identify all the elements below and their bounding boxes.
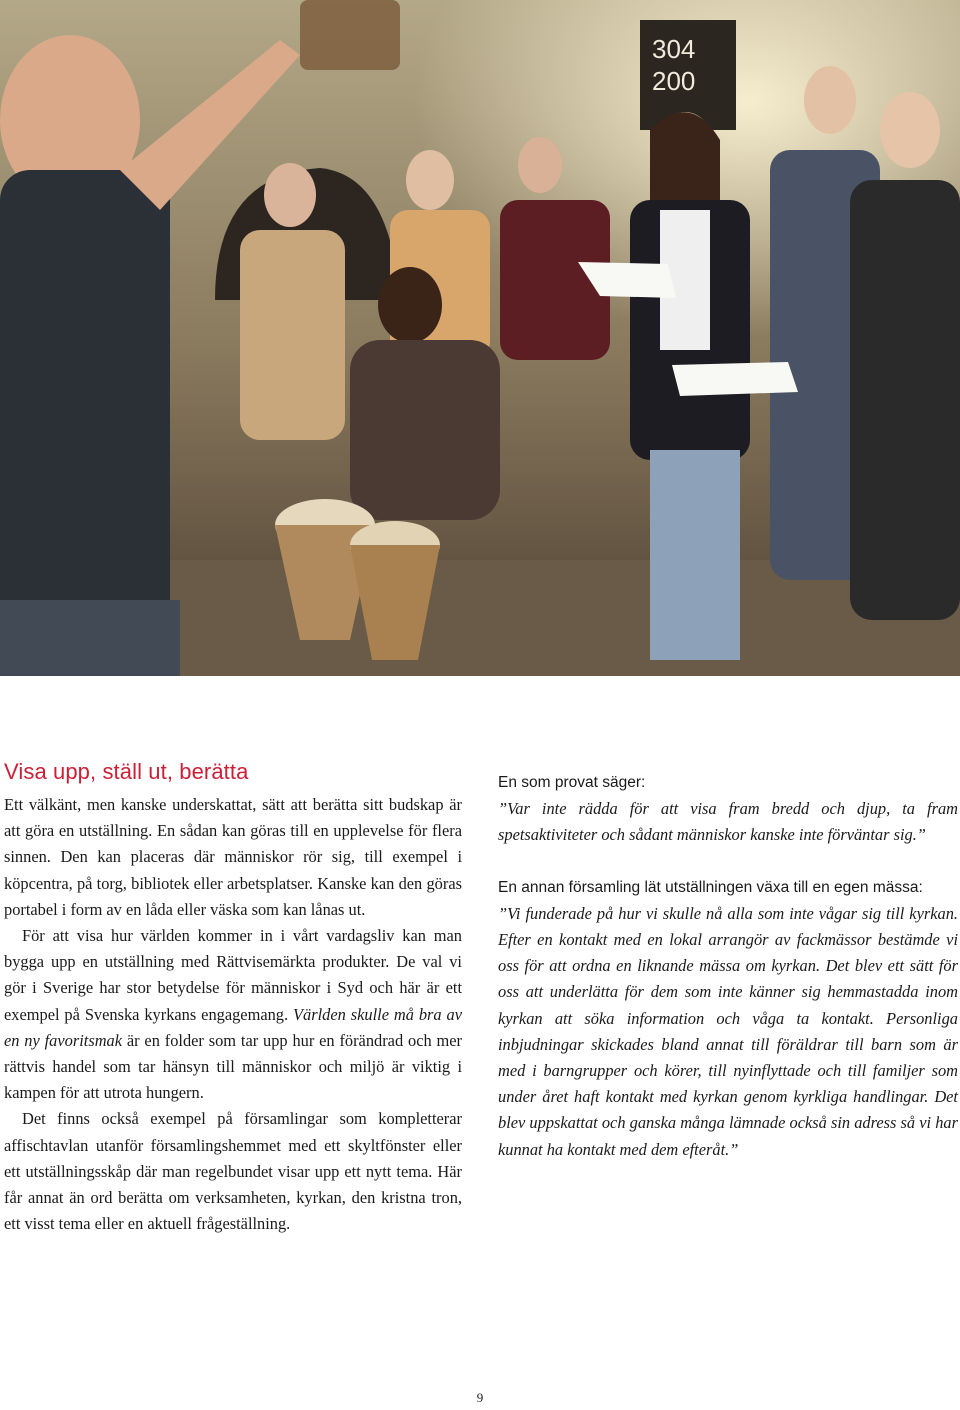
hymn-board-number-2: 200 (652, 66, 696, 96)
article-paragraph-2-part-b: är en folder som tar upp hur en förändrad och mer rättvis handel som tar hänsyn till människor och miljö är viktig i kampen för att utrota hungern. (4, 1030, 462, 1103)
page-number: 9 (476, 1390, 484, 1405)
sidebar-quote-1: ”Var inte rädda för att visa fram bredd och djup, ta fram spetsaktiviteter och sådant människor kanske inte förväntar sig.” (498, 799, 958, 845)
article-paragraph-3: Det finns också exempel på församlingar som kompletterar affischtavlan utanför församlingshemmet med ett skyltfönster eller ett utställningsskåp där man regelbundet visar upp ett nytt tema. Här får annat än ord berätta om verksamheten, kyrkan, den kristna tron, ett visst tema eller en aktuell frågeställning. (4, 1109, 462, 1234)
sidebar-lead-2: En annan församling lät utställningen växa till en egen mässa: (498, 878, 923, 896)
article-heading: Visa upp, ställ ut, berätta (4, 759, 249, 784)
choir-photo (0, 0, 960, 676)
sidebar-quote-2: ”Vi funderade på hur vi skulle nå alla som inte vågar sig till kyrkan. Efter en kontakt med en lokal arrangör av fackmässor bestämde vi oss för att ordna en liknande mässa om kyrkan. Det blev ett sätt för oss att underlätta för dem som inte känner sig hemmastadda inom kyrkan att söka information och våga ta kontakt. Personliga inbjudningar skickades bland annat till föräldrar till barn som är med i barngrupper och körer, till nyinflyttade och till familjer som under året haft kontakt med kyrkan genom kyrkliga handlingar. Det blev uppskattat och ganska många lämnade också sin adress så vi har kunnat ha kontakt med dem efteråt.” (498, 903, 958, 1159)
sidebar-spacer (498, 849, 958, 875)
main-article (4, 758, 462, 1237)
article-paragraph-2 (4, 923, 462, 1106)
sidebar-quotes (498, 770, 958, 1163)
article-paragraph-2-part-a: För att visa hur världen kommer in i vårt vardagsliv kan man bygga upp en utställning med Rättvisemärkta produkter. De val vi gör i Sverige har stor betydelse för människor i Syd och här är ett exempel på Svenska kyrkans engagemang. (4, 926, 462, 1024)
article-paragraph-1: Ett välkänt, men kanske underskattat, sätt att berätta sitt budskap är att göra en utställning. En sådan kan göras till en upplevelse för flera sinnen. Den kan placeras där människor rör sig, till exempel i köpcentra, på torg, bibliotek eller arbetsplatser. Kanske kan den göras portabel i form av en låda eller väska som kan lånas ut. (4, 795, 462, 919)
hymn-board-number-1: 304 (652, 34, 696, 64)
folder-title: Världen skulle må bra av en ny favoritsmak (4, 1004, 462, 1050)
sidebar-lead-1: En som provat säger: (498, 774, 646, 791)
